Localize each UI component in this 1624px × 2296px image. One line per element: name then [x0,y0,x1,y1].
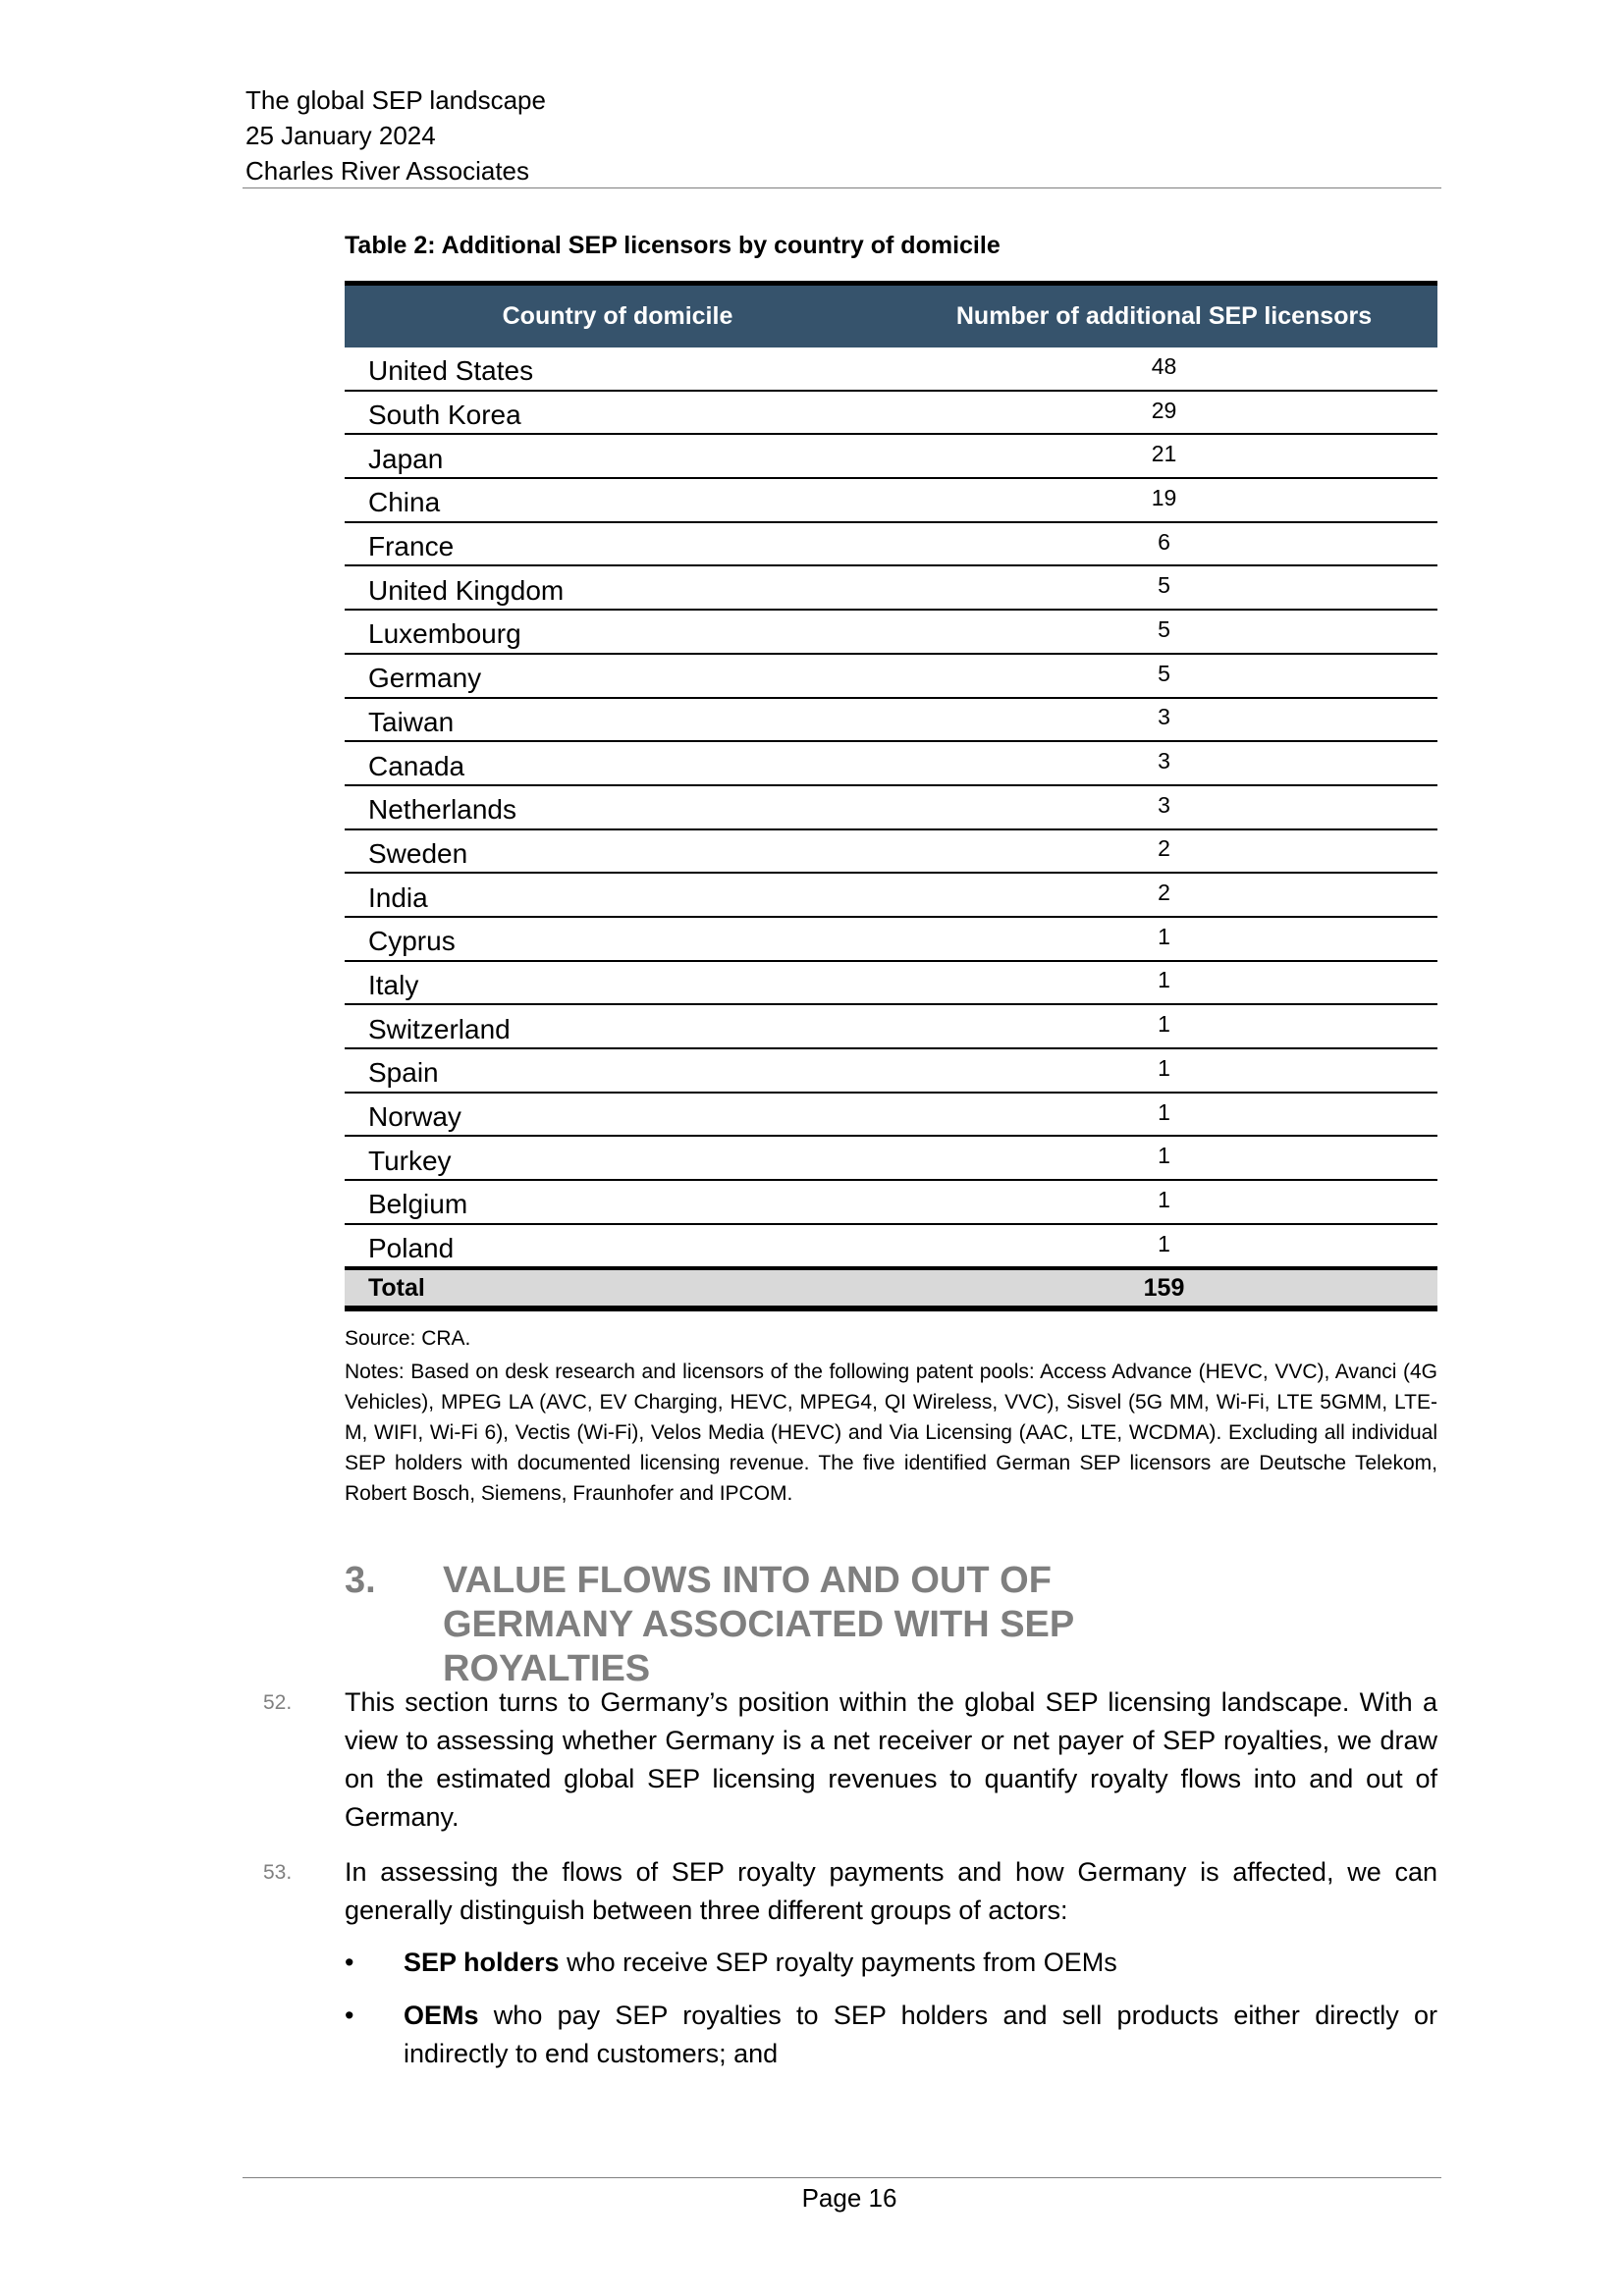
country-cell: Luxembourg [368,618,521,650]
table-row [345,347,1437,392]
footer-divider [243,2177,1441,2178]
table-row [345,830,1437,875]
paragraph-text: In assessing the flows of SEP royalty payments and how Germany is affected, we can generally distinguish between three different groups of actors: [345,1857,1437,1925]
count-cell: 3 [1158,791,1170,818]
country-cell: Germany [368,663,482,694]
header-date: 25 January 2024 [245,121,436,150]
table-row [345,742,1437,786]
country-cell: Spain [368,1057,439,1089]
bullet-term: SEP holders [404,1948,560,1977]
table-row [345,479,1437,523]
count-cell: 6 [1158,528,1170,555]
count-cell: 1 [1158,1186,1170,1212]
bullet-icon: • [345,2001,354,2030]
table-row [345,392,1437,436]
total-value: 159 [1143,1273,1185,1302]
country-cell: Canada [368,750,465,781]
section-title: VALUE FLOWS INTO AND OUT OF GERMANY ASSOCIATED WITH SEP ROYALTIES [443,1560,1074,1689]
country-cell: Japan [368,443,444,474]
count-cell: 1 [1158,1054,1170,1081]
table-total-row [345,1268,1437,1311]
table-source: Source: CRA. [345,1327,471,1350]
table-caption: Table 2: Additional SEP licensors by country of domicile [345,232,1001,259]
country-cell: Switzerland [368,1013,511,1044]
count-cell: 1 [1158,1143,1170,1169]
paragraph-text: This section turns to Germany’s position within the global SEP licensing landscape. With a view to assessing whether Germany is a net receiver or net payer of SEP royalties, we draw on the estimated global SEP licensing revenues to quantify royalty flows into and out of Germany. [345,1687,1437,1832]
total-label: Total [368,1273,425,1302]
country-cell: Belgium [368,1189,468,1220]
table-row [345,786,1437,830]
country-cell: United Kingdom [368,574,565,606]
count-cell: 21 [1151,441,1177,467]
table-row [345,962,1437,1006]
table-notes: Notes: Based on desk research and licensors of the following patent pools: Access Advance (HEVC, VVC), Avanci (4G Vehicles), MPEG LA (AVC, EV Charging, HEVC, MPEG4, QI Wireless, VVC), Sisvel (5G MM, Wi-Fi, LTE 5GMM, LTE-M, WIFI, Wi-Fi 6), Vectis (Wi-Fi), Velos Media (HEVC) and Via Licensing (AAC, LTE, WCDMA). Excluding all individual SEP holders with documented licensing revenue. The five identified German SEP licensors are Deutsche Telekom, Robert Bosch, Siemens, Fraunhofer and IPCOM. [345,1361,1437,1505]
bullet-term: OEMs [404,2001,479,2030]
page-number: Page 16 [801,2183,897,2213]
count-cell: 1 [1158,923,1170,949]
count-cell: 5 [1158,615,1170,642]
count-cell: 19 [1151,484,1177,510]
bullet-text: who receive SEP royalty payments from OEMs [559,1948,1117,1977]
country-cell: France [368,531,455,562]
count-cell: 1 [1158,1230,1170,1256]
bullet-item [345,1997,1437,2073]
table-row [345,655,1437,699]
count-cell: 3 [1158,748,1170,774]
page-header [245,82,546,188]
header-divider [243,187,1441,188]
table-row [345,699,1437,743]
country-cell: Netherlands [368,794,516,826]
count-cell: 48 [1151,352,1177,379]
country-cell: Turkey [368,1145,452,1176]
table-row [345,1094,1437,1138]
table-row [345,1049,1437,1094]
bullet-icon: • [345,1948,354,1977]
table-row [345,523,1437,567]
count-cell: 1 [1158,1011,1170,1038]
count-cell: 3 [1158,704,1170,730]
table-row [345,1137,1437,1181]
licensors-table [345,281,1437,1311]
table-row [345,611,1437,655]
column-header-count: Number of additional SEP licensors [955,302,1373,330]
header-report-title: The global SEP landscape [245,85,546,115]
country-cell: India [368,881,428,913]
country-cell: South Korea [368,400,521,431]
table-header-row [345,281,1437,347]
count-cell: 5 [1158,572,1170,599]
paragraph-number: 53. [263,1861,293,1884]
table-row [345,435,1437,479]
table-row [345,918,1437,962]
count-cell: 2 [1158,835,1170,862]
column-header-country: Country of domicile [502,302,733,330]
table-row [345,1005,1437,1049]
table-row [345,874,1437,918]
bullet-text: who pay SEP royalties to SEP holders and sell products either directly or indirectly to end customers; and [404,2001,1437,2068]
table-row [345,1181,1437,1225]
bullet-item [345,1944,1437,1982]
country-cell: Taiwan [368,706,455,737]
country-cell: China [368,487,441,518]
country-cell: Italy [368,969,419,1000]
country-cell: Poland [368,1233,455,1264]
count-cell: 5 [1158,660,1170,686]
count-cell: 1 [1158,1098,1170,1125]
count-cell: 1 [1158,967,1170,993]
country-cell: Sweden [368,837,468,869]
paragraph-number: 52. [263,1691,293,1714]
table-row [345,1225,1437,1269]
header-organization: Charles River Associates [245,156,529,186]
count-cell: 2 [1158,880,1170,906]
section-number: 3. [345,1560,376,1601]
table-row [345,566,1437,611]
table-body [345,347,1437,1268]
country-cell: Norway [368,1101,461,1133]
country-cell: United States [368,355,534,387]
country-cell: Cyprus [368,926,456,957]
count-cell: 29 [1151,397,1177,423]
